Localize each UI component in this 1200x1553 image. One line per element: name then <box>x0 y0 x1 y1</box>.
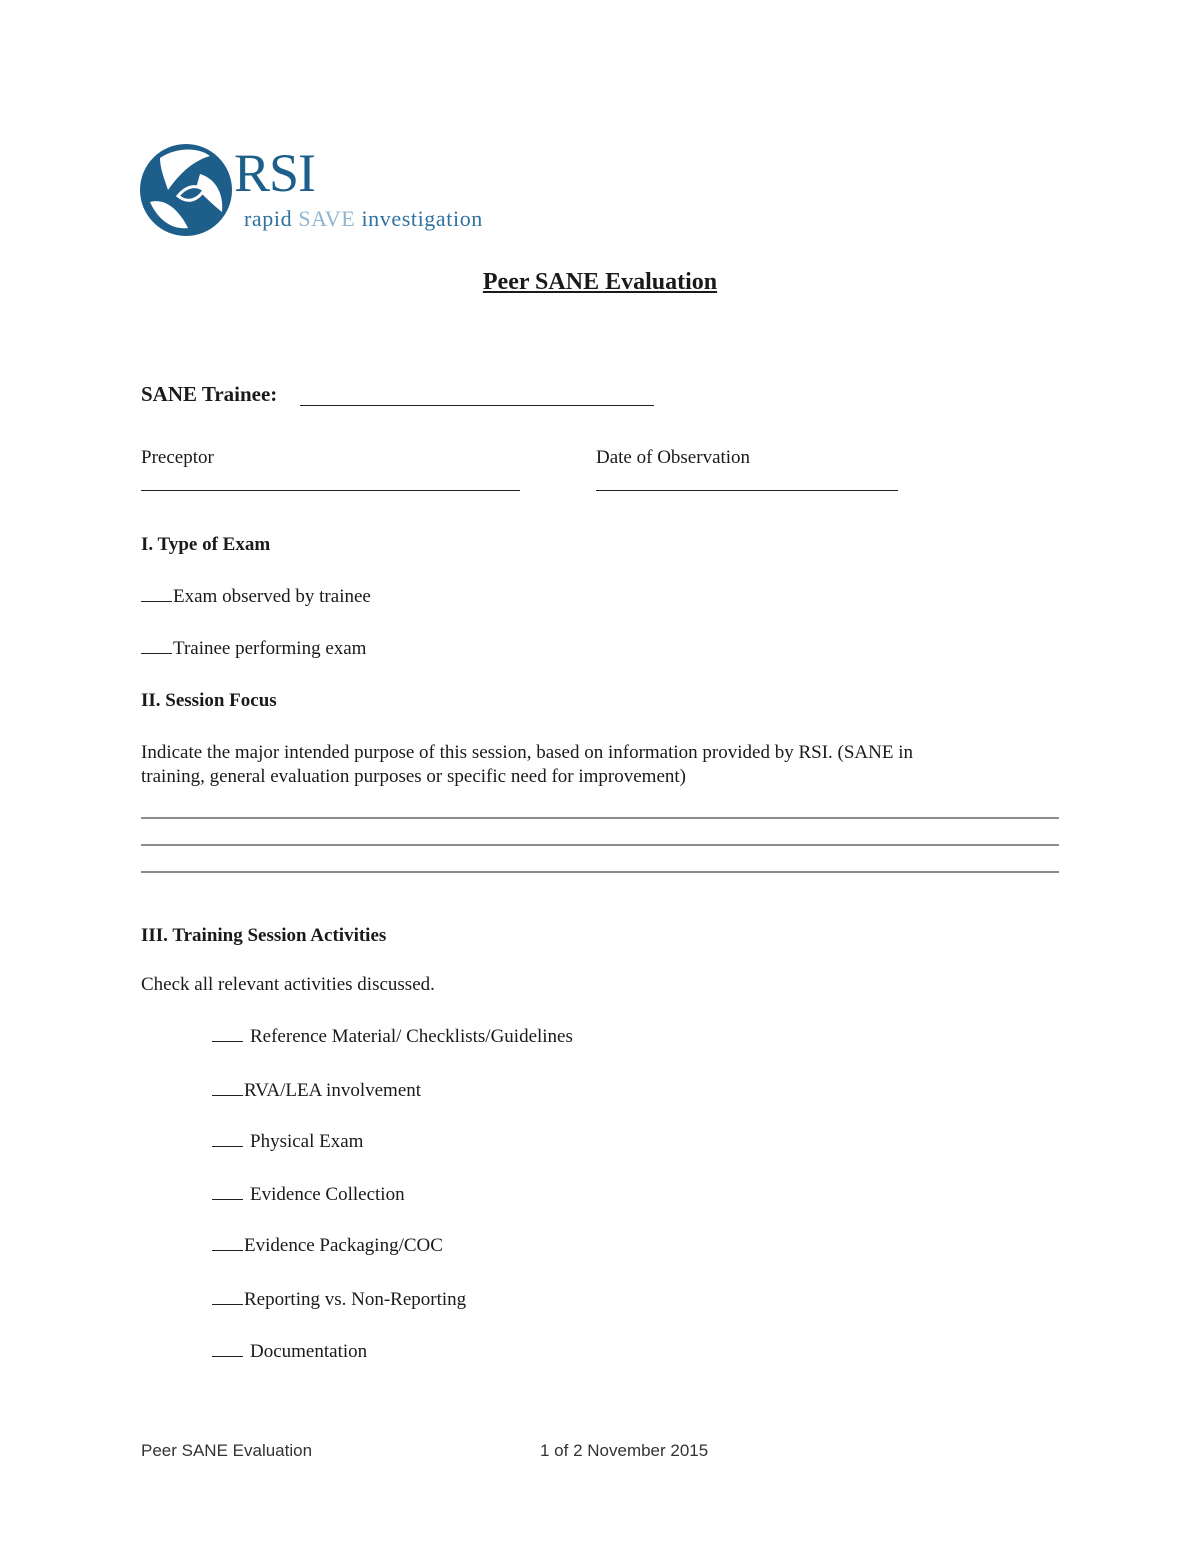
checkbox-blank[interactable] <box>212 1145 243 1147</box>
activity-item[interactable]: RVA/LEA involvement <box>212 1080 421 1103</box>
preceptor-field[interactable] <box>141 490 520 491</box>
exam-option-performing[interactable]: Trainee performing exam <box>141 638 366 661</box>
footer-left: Peer SANE Evaluation <box>141 1441 313 1460</box>
logo-tagline: rapid SAVE investigation <box>244 206 483 231</box>
focus-answer-line-1[interactable] <box>141 817 1059 819</box>
activity-item[interactable]: Documentation <box>212 1341 367 1364</box>
checkbox-blank[interactable] <box>212 1040 243 1042</box>
session-focus-instruction-line1: Indicate the major intended purpose of this session, based on information provided by RSI. (SANE in <box>141 742 914 763</box>
logo-wordmark: RSI <box>234 143 316 203</box>
exam-option-observed[interactable]: Exam observed by trainee <box>141 586 371 609</box>
leaf-emblem-icon <box>138 138 238 242</box>
activity-item[interactable]: Reference Material/ Checklists/Guidelines <box>212 1026 573 1049</box>
session-focus-instruction-line2: training, general evaluation purposes or specific need for improvement) <box>141 766 686 787</box>
trainee-field[interactable] <box>300 405 654 406</box>
date-label: Date of Observation <box>596 447 751 468</box>
checkbox-blank[interactable] <box>212 1355 243 1357</box>
focus-answer-line-2[interactable] <box>141 844 1059 846</box>
preceptor-label: Preceptor <box>141 447 214 468</box>
section1-heading: I. Type of Exam <box>141 534 271 555</box>
activity-item[interactable]: Physical Exam <box>212 1131 363 1154</box>
checkbox-blank[interactable] <box>212 1094 243 1096</box>
trainee-label: SANE Trainee: <box>141 382 278 406</box>
checkbox-blank[interactable] <box>212 1303 243 1305</box>
section2-heading: II. Session Focus <box>141 690 277 711</box>
activities-instruction: Check all relevant activities discussed. <box>141 974 435 995</box>
checkbox-blank[interactable] <box>141 652 172 654</box>
checkbox-blank[interactable] <box>212 1198 243 1200</box>
date-field[interactable] <box>596 490 898 491</box>
footer-right: 1 of 2 November 2015 <box>540 1441 709 1460</box>
activity-item[interactable]: Reporting vs. Non-Reporting <box>212 1289 466 1312</box>
checkbox-blank[interactable] <box>212 1249 243 1251</box>
section3-heading: III. Training Session Activities <box>141 925 387 946</box>
rsi-logo <box>138 138 538 242</box>
activity-item[interactable]: Evidence Collection <box>212 1184 405 1207</box>
page-title: Peer SANE Evaluation <box>482 269 718 295</box>
focus-answer-line-3[interactable] <box>141 871 1059 873</box>
checkbox-blank[interactable] <box>141 600 172 602</box>
activity-item[interactable]: Evidence Packaging/COC <box>212 1235 443 1258</box>
